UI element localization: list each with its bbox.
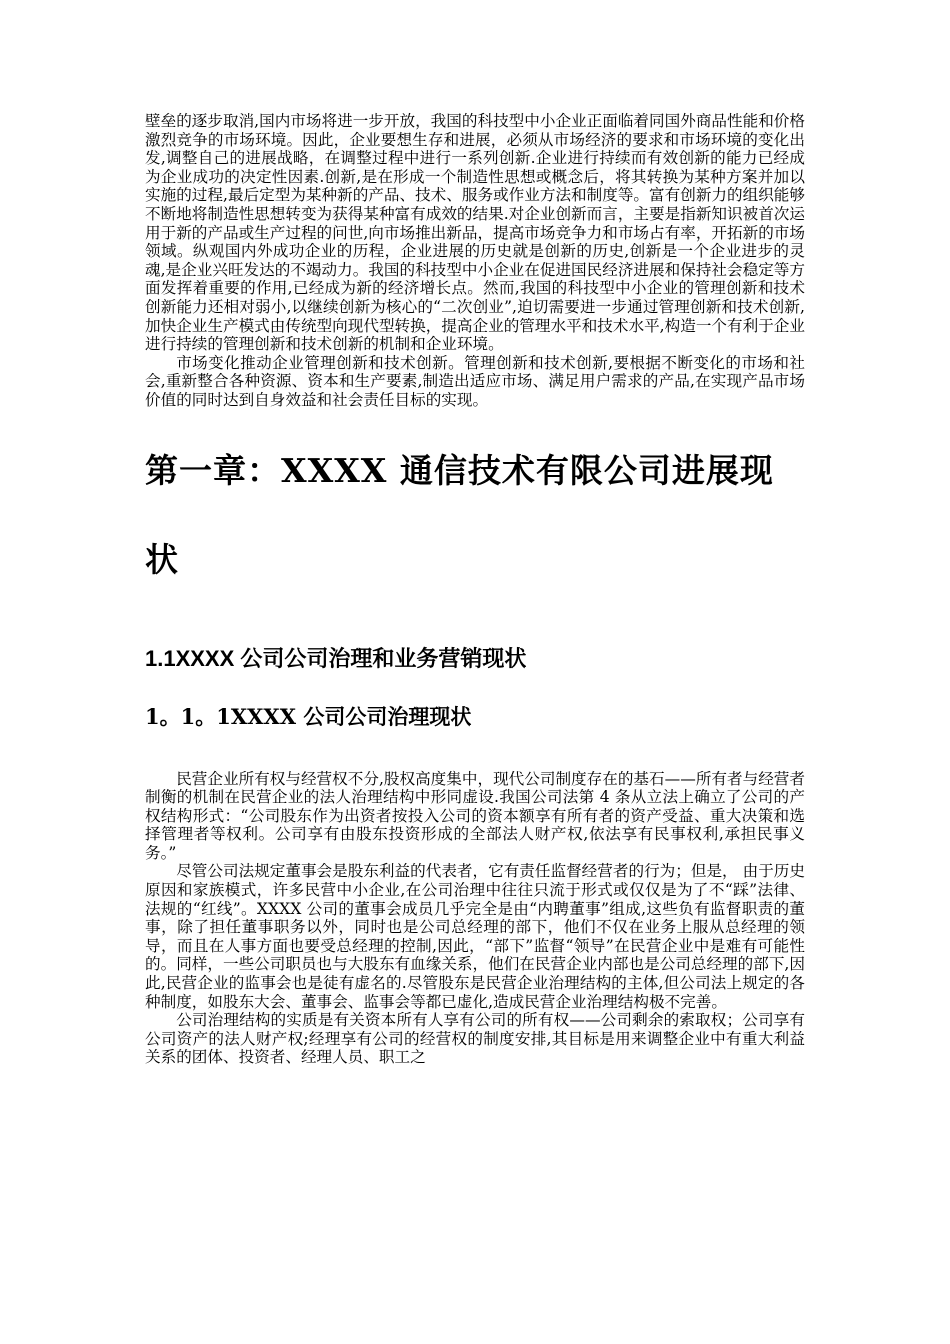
spacer xyxy=(145,410,805,426)
spacer xyxy=(145,674,805,702)
subsection-heading: 1。1。1XXXX 公司公司治理现状 xyxy=(145,703,472,729)
spacer xyxy=(145,604,805,644)
intro-paragraph-2: 市场变化推动企业管理创新和技术创新。管理创新和技术创新,要根据不断变化的市场和社会,重新整合各种资源、资本和生产要素,制造出适应市场、满足用户需求的产品,在实现产品市场价值的同时达到自身效益和社会责任目标的实现。 xyxy=(145,353,805,409)
governance-paragraph-1: 民营企业所有权与经营权不分,股权高度集中，现代公司制度存在的基石——所有者与经营者制衡的机制在民营企业的法人治理结构中形同虚设.我国公司法第 4 条从立法上确立了公司的产权结构形式：“公司股东作为出资者按投入公司的资本额享有所有者的资产受益、重大决策和选择管理者等权利。公司享有由股东投资形成的全部法人财产权,依法享有民事权利,承担民事义务。” xyxy=(145,769,805,862)
page-content xyxy=(145,112,805,1067)
section-heading: 1.1XXXX 公司公司治理和业务营销现状 xyxy=(145,645,527,671)
governance-paragraph-2: 尽管公司法规定董事会是股东利益的代表者，它有责任监督经营者的行为；但是， 由于历史原因和家族模式，许多民营中小企业,在公司治理中往往只流于形式或仅仅是为了不“踩”法律、法规的“红线”。XXXX 公司的董事会成员几乎完全是由“内聘董事”组成,这些负有监督职责的董事，除了担任董事职务以外，同时也是公司总经理的部下，他们不仅在业务上服从总经理的领导，而且在人事方面也要受总经理的控制,因此，“部下”监督“领导”在民营企业中是难有可能性的。同样，一些公司职员也与大股东有血缘关系，他们在民营企业内部也是公司总经理的部下,因此,民营企业的监事会也是徒有虚名的.尽管股东是民营企业治理结构的主体,但公司法上规定的各种制度，如股东大会、董事会、监事会等都已虚化,造成民营企业治理结构极不完善。 xyxy=(145,862,805,1011)
intro-paragraph-1: 壁垒的逐步取消,国内市场将进一步开放，我国的科技型中小企业正面临着同国外商品性能和价格激烈竞争的市场环境。因此，企业要想生存和进展，必须从市场经济的要求和市场环境的变化出发,调整自己的进展战略，在调整过程中进行一系列创新.企业进行持续而有效创新的能力已经成为企业成功的决定性因素.创新,是在形成一个制造性思想或概念后，将其转换为某种方案并加以实施的过程,最后定型为某种新的产品、技术、服务或作业方法和制度等。富有创新力的组织能够不断地将制造性思想转变为获得某种富有成效的结果.对企业创新而言，主要是指新知识被首次运用于新的产品或生产过程的问世,向市场推出新品，提高市场竞争力和市场占有率，开拓新的市场领域。纵观国内外成功企业的历程，企业进展的历史就是创新的历史,创新是一个企业进步的灵魂,是企业兴旺发达的不竭动力。我国的科技型中小企业在促进国民经济进展和保持社会稳定等方面发挥着重要的作用,已经成为新的经济增长点。然而,我国的科技型中小企业的管理创新和技术创新能力还相对弱小,以继续创新为核心的“二次创业”,迫切需要进一步通过管理创新和技术创新,加快企业生产模式由传统型向现代型转换，提高企业的管理水平和技术水平,构造一个有利于企业进行持续的管理创新和技术创新的机制和企业环境。 xyxy=(145,112,805,354)
governance-paragraph-3: 公司治理结构的实质是有关资本所有人享有公司的所有权——公司剩余的索取权；公司享有公司资产的法人财产权;经理享有公司的经营权的制度安排,其目标是用来调整企业中有重大利益关系的团体、投资者、经理人员、职工之 xyxy=(145,1011,805,1067)
spacer xyxy=(145,732,805,770)
chapter-heading: 第一章：XXXX 通信技术有限公司进展现状 xyxy=(145,450,774,579)
